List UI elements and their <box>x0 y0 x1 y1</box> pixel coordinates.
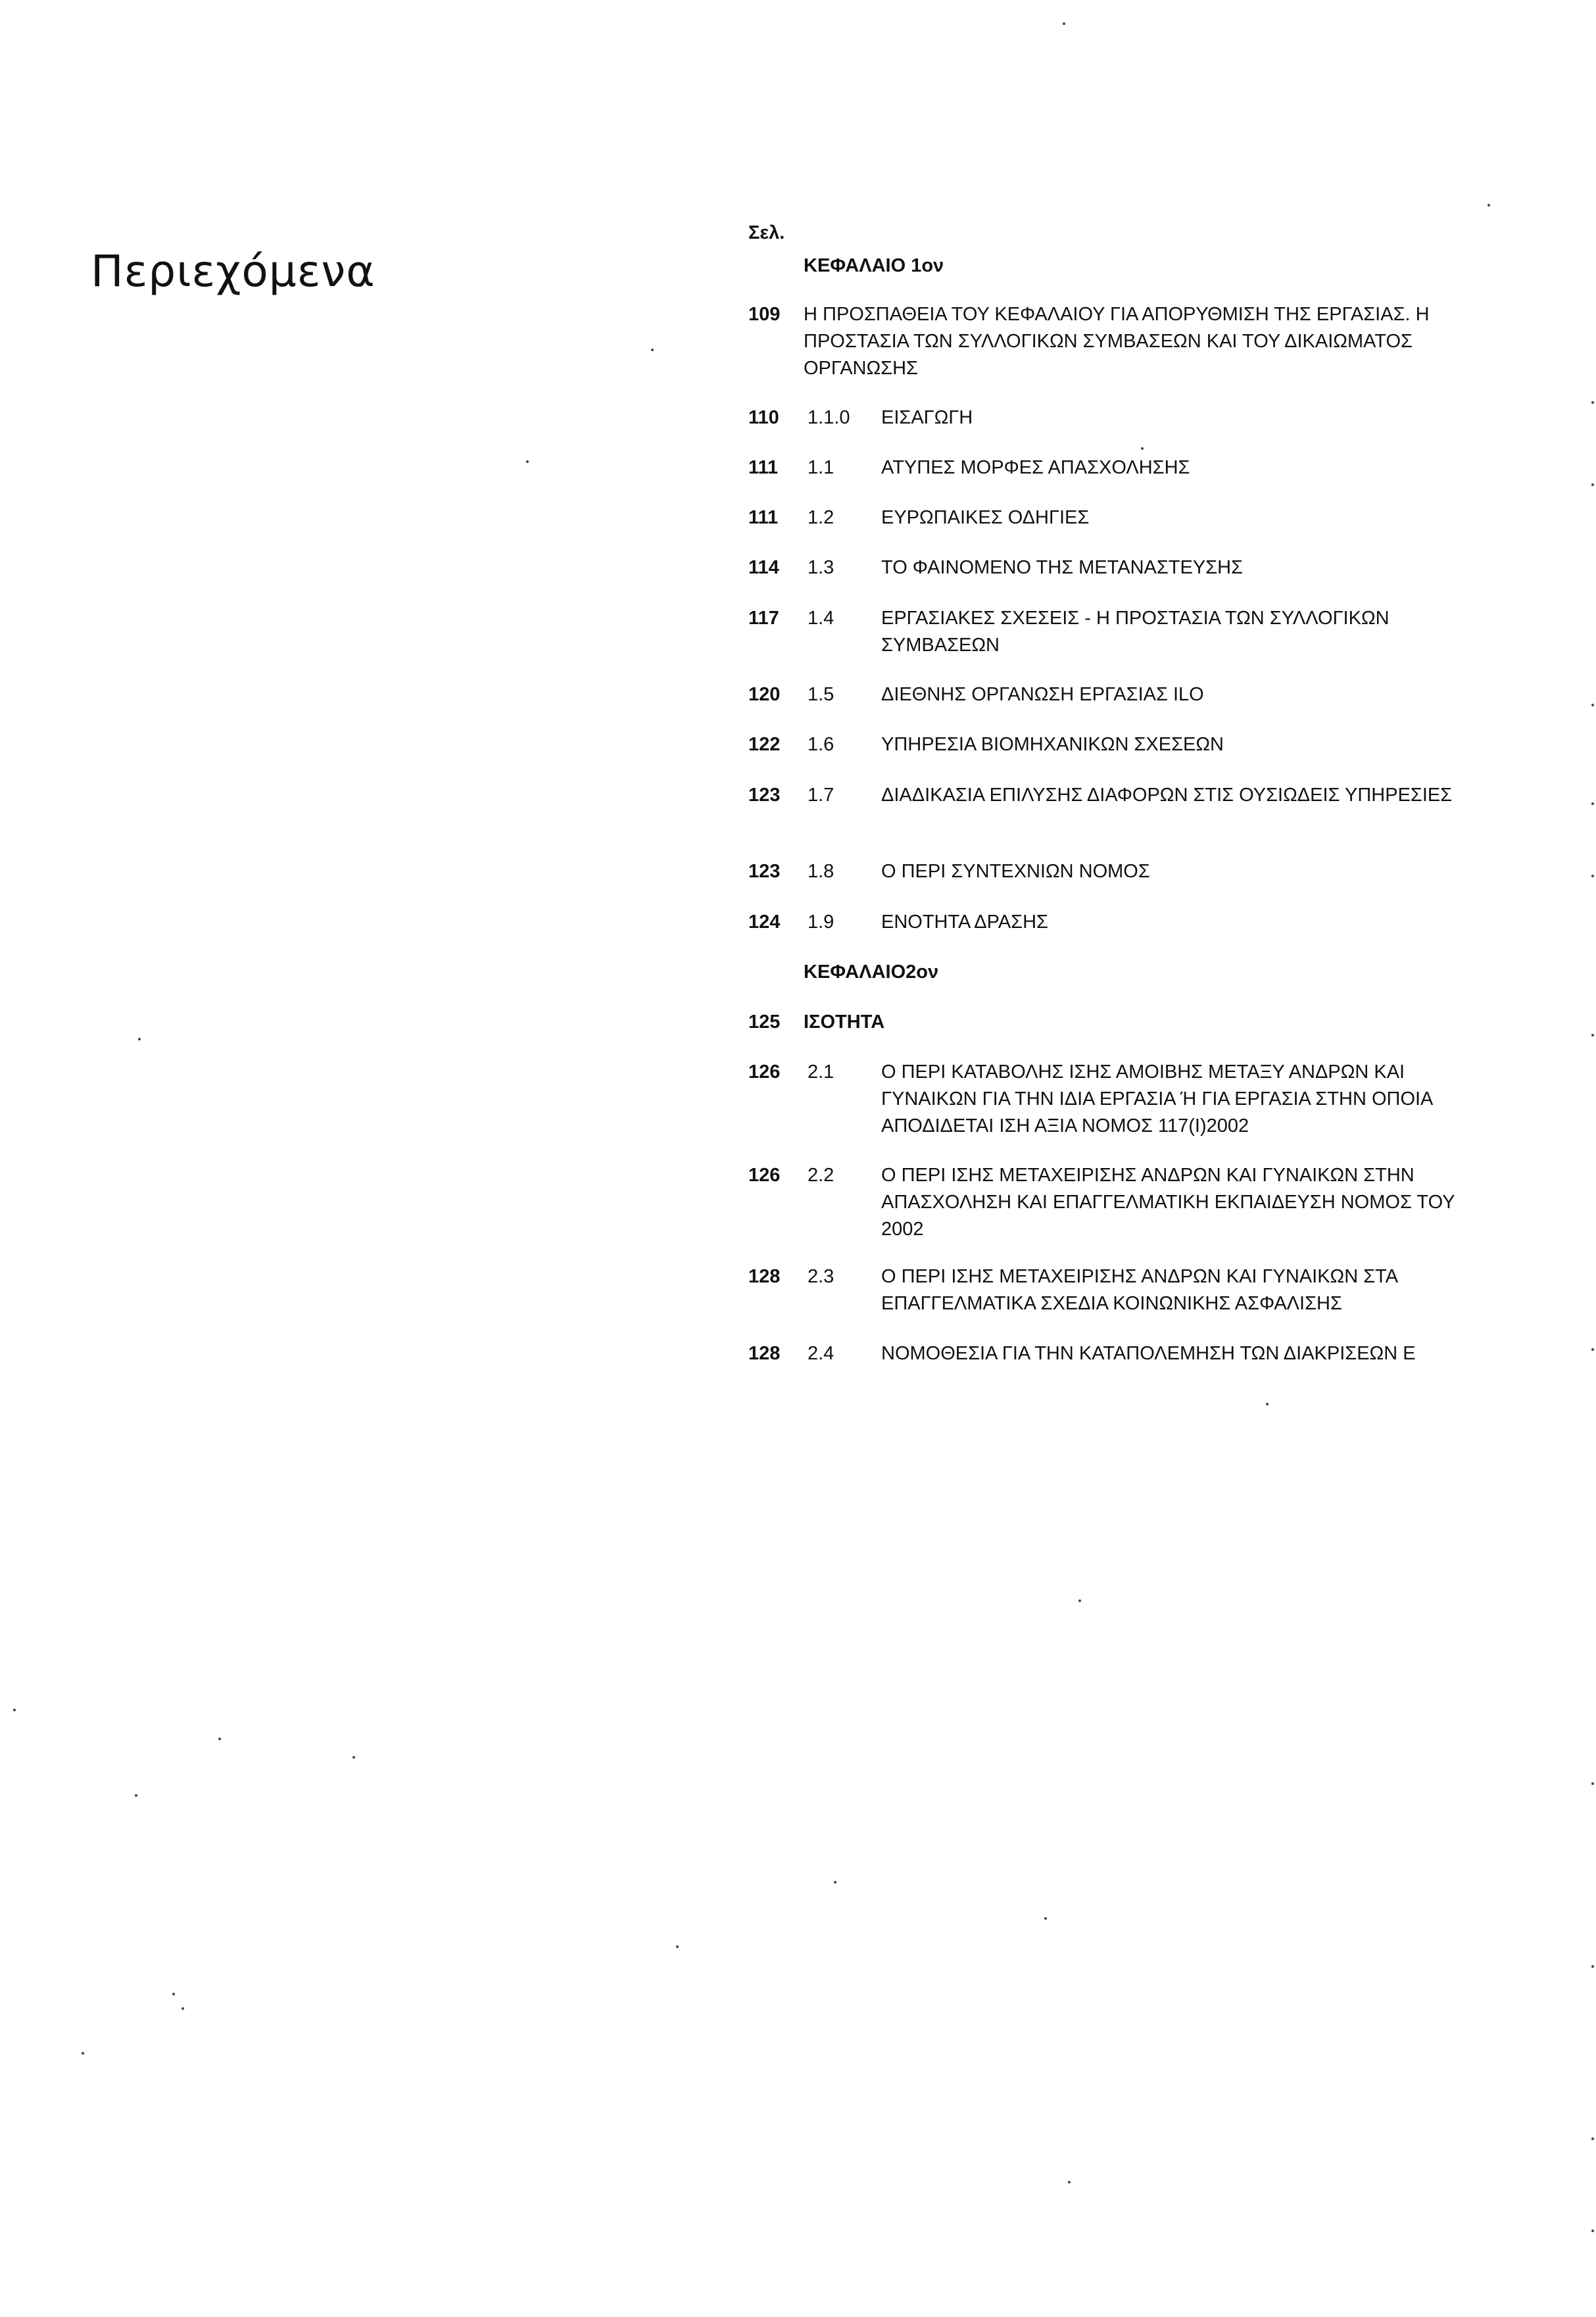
scan-speck <box>1591 802 1594 805</box>
toc-entry-page: 123 <box>748 785 781 806</box>
toc-entry-page: 122 <box>748 734 781 755</box>
scan-speck <box>1044 1917 1047 1920</box>
toc-entry-page: 123 <box>748 861 781 882</box>
toc-entry-page: 111 <box>748 457 779 478</box>
scan-speck <box>172 1993 175 1995</box>
page-title: Περιεχόμενα <box>91 246 375 297</box>
toc-entry-page: 128 <box>748 1343 781 1364</box>
scan-speck <box>138 1038 141 1040</box>
toc-entry-title: ΝΟΜΟΘΕΣΙΑ ΓΙΑ ΤΗΝ ΚΑΤΑΠΟΛΕΜΗΣΗ ΤΩΝ ΔΙΑΚΡΙΣΕΩΝ Ε <box>881 1343 1416 1364</box>
scan-speck <box>352 1756 355 1759</box>
scan-speck <box>1591 1348 1594 1351</box>
scan-speck <box>1591 401 1594 404</box>
scan-speck <box>82 2052 84 2055</box>
toc-entry-title: ΔΙΕΘΝΗΣ ΟΡΓΑΝΩΣΗ ΕΡΓΑΣΙΑΣ ILO <box>881 684 1204 705</box>
toc-entry-page: 124 <box>748 912 781 933</box>
scan-speck <box>834 1881 836 1884</box>
toc-entry-number: 1.8 <box>808 861 834 882</box>
toc-entry-page: 110 <box>748 407 779 428</box>
toc-entry-number: 1.2 <box>808 507 834 528</box>
toc-entry-title: ΕΥΡΩΠΑΙΚΕΣ ΟΔΗΓΙΕΣ <box>881 507 1090 528</box>
toc-entry-page: 117 <box>748 608 779 629</box>
scan-speck <box>1591 875 1594 877</box>
toc-entry-title: ΥΠΗΡΕΣΙΑ ΒΙΟΜΗΧΑΝΙΚΩΝ ΣΧΕΣΕΩΝ <box>881 734 1224 755</box>
scan-speck <box>1591 2137 1594 2140</box>
scan-speck <box>1591 704 1594 706</box>
toc-entry-title: Ο ΠΕΡΙ ΙΣΗΣ ΜΕΤΑΧΕΙΡΙΣΗΣ ΑΝΔΡΩΝ ΚΑΙ ΓΥΝΑΙΚΩΝ ΣΤΗΝ ΑΠΑΣΧΟΛΗΣΗ ΚΑΙ ΕΠΑΓΓΕΛΜΑΤΙΚΗ ΕΚΠΑΙΔΕΥΣΗ ΝΟΜΟΣ ΤΟΥ 2002 <box>881 1165 1455 1240</box>
toc-entry-page: 126 <box>748 1061 781 1083</box>
toc-entry-number: 1.1 <box>808 457 834 478</box>
toc-entry-title: ΕΙΣΑΓΩΓΗ <box>881 407 973 428</box>
toc-entry-page: 120 <box>748 684 781 705</box>
toc-entry-number: 1.9 <box>808 912 834 933</box>
scan-speck <box>676 1945 679 1948</box>
scan-speck <box>181 2007 184 2010</box>
toc-entry-title: Ο ΠΕΡΙ ΚΑΤΑΒΟΛΗΣ ΙΣΗΣ ΑΜΟΙΒΗΣ ΜΕΤΑΞΥ ΑΝΔΡΩΝ ΚΑΙ ΓΥΝΑΙΚΩΝ ΓΙΑ ΤΗΝ ΙΔΙΑ ΕΡΓΑΣΙΑ Ή ΓΙΑ ΕΡΓΑΣΙΑ ΣΤΗΝ ΟΠΟΙΑ ΑΠΟΔΙΔΕΤΑΙ ΙΣΗ ΑΞΙΑ ΝΟΜΟΣ 117(Ι)2002 <box>881 1061 1432 1136</box>
scan-speck <box>1266 1403 1269 1405</box>
scan-speck <box>1078 1599 1081 1602</box>
scan-speck <box>651 349 654 351</box>
toc-entry-title: ΔΙΑΔΙΚΑΣΙΑ ΕΠΙΛΥΣΗΣ ΔΙΑΦΟΡΩΝ ΣΤΙΣ ΟΥΣΙΩΔΕΙΣ ΥΠΗΡΕΣΙΕΣ <box>881 785 1453 806</box>
toc-entry-title: Η ΠΡΟΣΠΑΘΕΙΑ ΤΟΥ ΚΕΦΑΛΑΙΟΥ ΓΙΑ ΑΠΟΡΥΘΜΙΣΗ ΤΗΣ ΕΡΓΑΣΙΑΣ. Η ΠΡΟΣΤΑΣΙΑ ΤΩΝ ΣΥΛΛΟΓΙΚΩΝ ΣΥΜΒΑΣΕΩΝ ΚΑΙ ΤΟΥ ΔΙΚΑΙΩΜΑΤΟΣ ΟΡΓΑΝΩΣΗΣ <box>804 304 1430 379</box>
scan-speck <box>1591 1965 1594 1968</box>
toc-entry-title: ΤΟ ΦΑΙΝΟΜΕΝΟ ΤΗΣ ΜΕΤΑΝΑΣΤΕΥΣΗΣ <box>881 557 1243 578</box>
toc-entry-number: 1.6 <box>808 734 834 755</box>
scan-speck <box>1591 483 1594 486</box>
scan-speck <box>1068 2181 1071 2183</box>
toc-entry-number: 2.1 <box>808 1061 834 1083</box>
toc-entry-number: 1.5 <box>808 684 834 705</box>
toc-entry-page: 109 <box>748 304 781 325</box>
toc-entry-number: 2.2 <box>808 1165 834 1186</box>
page-column-label: Σελ. <box>748 222 785 243</box>
toc-entry-title: ΚΕΦΑΛΑΙΟ2ον <box>804 962 939 983</box>
scan-speck <box>218 1738 221 1740</box>
toc-entry-page: 126 <box>748 1165 781 1186</box>
scan-speck <box>1591 1782 1594 1785</box>
toc-entry-number: 2.4 <box>808 1343 834 1364</box>
scan-speck <box>1141 447 1144 450</box>
scan-speck <box>1591 2230 1594 2232</box>
scan-speck <box>135 1794 137 1797</box>
toc-entry-title: ΙΣΟΤΗΤΑ <box>804 1012 885 1033</box>
toc-entry-title: ΕΡΓΑΣΙΑΚΕΣ ΣΧΕΣΕΙΣ - Η ΠΡΟΣΤΑΣΙΑ ΤΩΝ ΣΥΛΛΟΓΙΚΩΝ ΣΥΜΒΑΣΕΩΝ <box>881 608 1390 656</box>
scan-speck <box>526 460 529 463</box>
scan-speck <box>13 1709 16 1711</box>
toc-entry-title: ΑΤΥΠΕΣ ΜΟΡΦΕΣ ΑΠΑΣΧΟΛΗΣΗΣ <box>881 457 1190 478</box>
toc-entry-number: 1.4 <box>808 608 834 629</box>
toc-entry-title: Ο ΠΕΡΙ ΣΥΝΤΕΧΝΙΩΝ ΝΟΜΟΣ <box>881 861 1150 882</box>
toc-entry-page: 114 <box>748 557 779 578</box>
toc-entry-number: 1.3 <box>808 557 834 578</box>
scan-speck <box>1591 1034 1594 1037</box>
scan-speck <box>1063 22 1065 25</box>
toc-entry-number: 1.1.0 <box>808 407 850 428</box>
scan-speck <box>1487 204 1490 207</box>
toc-entry-page: 128 <box>748 1266 781 1287</box>
toc-entry-page: 111 <box>748 507 779 528</box>
toc-entry-number: 1.7 <box>808 785 834 806</box>
toc-entry-number: 2.3 <box>808 1266 834 1287</box>
toc-entry-page: 125 <box>748 1012 781 1033</box>
toc-entry-title: Ο ΠΕΡΙ ΙΣΗΣ ΜΕΤΑΧΕΙΡΙΣΗΣ ΑΝΔΡΩΝ ΚΑΙ ΓΥΝΑΙΚΩΝ ΣΤΑ ΕΠΑΓΓΕΛΜΑΤΙΚΑ ΣΧΕΔΙΑ ΚΟΙΝΩΝΙΚΗΣ ΑΣΦΑΛΙΣΗΣ <box>881 1266 1397 1314</box>
toc-entry-title: ΕΝΟΤΗΤΑ ΔΡΑΣΗΣ <box>881 912 1048 933</box>
toc-entry-title: ΚΕΦΑΛΑΙΟ 1ον <box>804 255 944 276</box>
